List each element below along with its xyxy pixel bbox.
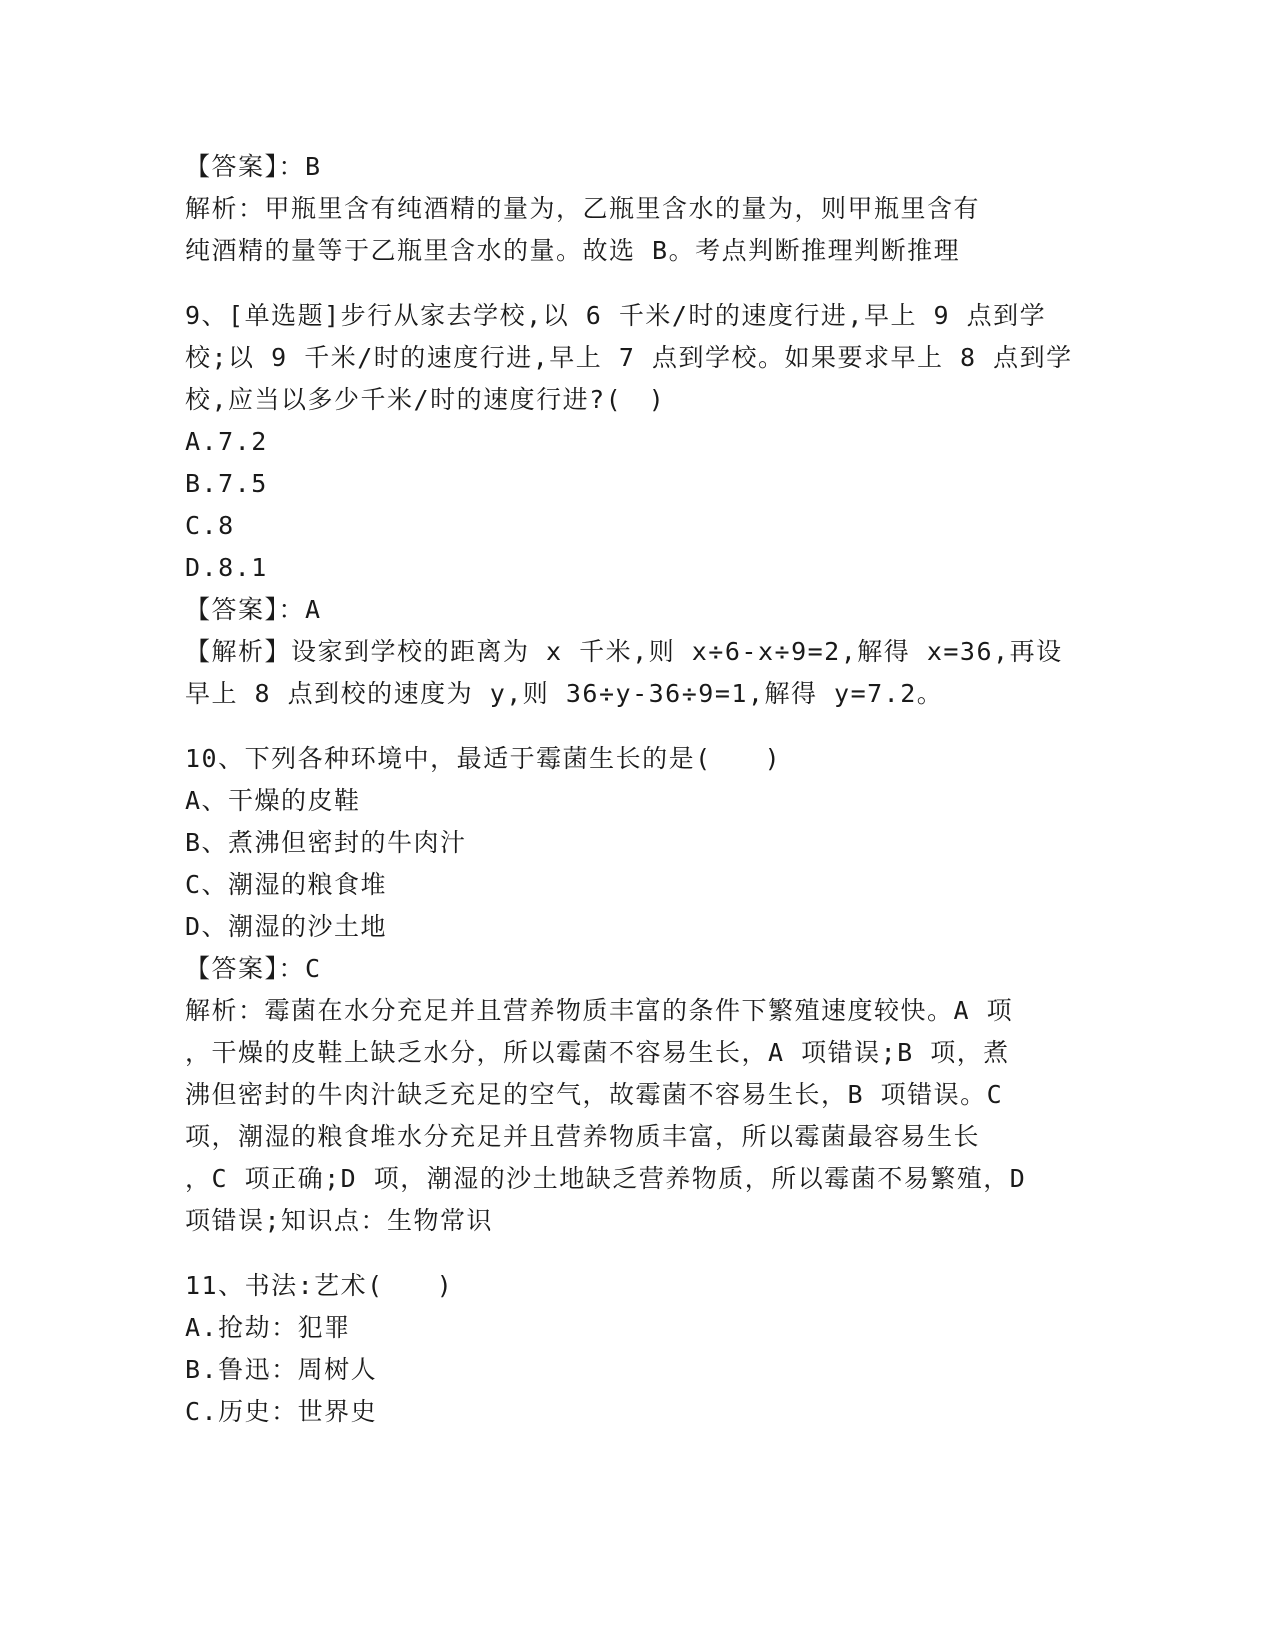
option-c: C、潮湿的粮食堆	[185, 870, 388, 899]
option-d: D、潮湿的沙土地	[185, 912, 388, 941]
question-stem: 校,应当以多少千米/时的速度行进?( )	[185, 385, 666, 414]
option-b: B.7.5	[185, 469, 268, 498]
analysis-line: ，干燥的皮鞋上缺乏水分，所以霉菌不容易生长，A 项错误;B 项，煮	[185, 1038, 1010, 1067]
option-a: A、干燥的皮鞋	[185, 786, 361, 815]
analysis-line: 解析：甲瓶里含有纯酒精的量为，乙瓶里含水的量为，则甲瓶里含有	[185, 194, 981, 223]
analysis-line: 解析：霉菌在水分充足并且营养物质丰富的条件下繁殖速度较快。A 项	[185, 996, 1014, 1025]
question-stem: 10、下列各种环境中，最适于霉菌生长的是( )	[185, 744, 782, 773]
option-c: C.历史：世界史	[185, 1397, 378, 1426]
question-stem: 11、书法:艺术( )	[185, 1271, 454, 1300]
question-9	[185, 295, 1085, 715]
analysis-line: 早上 8 点到校的速度为 y,则 36÷y-36÷9=1,解得 y=7.2。	[185, 679, 944, 708]
option-b: B、煮沸但密封的牛肉汁	[185, 828, 467, 857]
analysis-line: 纯酒精的量等于乙瓶里含水的量。故选 B。考点判断推理判断推理	[185, 236, 961, 265]
answer-label: 【答案】：A	[185, 595, 322, 624]
analysis-line: 【解析】设家到学校的距离为 x 千米,则 x÷6-x÷9=2,解得 x=36,再设	[185, 637, 1063, 666]
analysis-line: 沸但密封的牛肉汁缺乏充足的空气，故霉菌不容易生长，B 项错误。C	[185, 1080, 1004, 1109]
analysis-line: 项错误;知识点：生物常识	[185, 1206, 494, 1235]
analysis-line: ，C 项正确;D 项，潮湿的沙土地缺乏营养物质，所以霉菌不易繁殖，D	[185, 1164, 1027, 1193]
question-11	[185, 1265, 1085, 1433]
question-stem: 校;以 9 千米/时的速度行进,早上 7 点到学校。如果要求早上 8 点到学	[185, 343, 1073, 372]
question-10	[185, 738, 1085, 1242]
option-d: D.8.1	[185, 553, 268, 582]
analysis-line: 项，潮湿的粮食堆水分充足并且营养物质丰富，所以霉菌最容易生长	[185, 1122, 981, 1151]
option-b: B.鲁迅：周树人	[185, 1355, 378, 1384]
option-a: A.7.2	[185, 427, 268, 456]
answer-label: 【答案】：B	[185, 152, 322, 181]
document-page	[185, 146, 1085, 1433]
option-c: C.8	[185, 511, 235, 540]
option-a: A.抢劫：犯罪	[185, 1313, 351, 1342]
question-stem: 9、[单选题]步行从家去学校,以 6 千米/时的速度行进,早上 9 点到学	[185, 301, 1047, 330]
answer-label: 【答案】：C	[185, 954, 322, 983]
question-8-tail	[185, 146, 1085, 272]
